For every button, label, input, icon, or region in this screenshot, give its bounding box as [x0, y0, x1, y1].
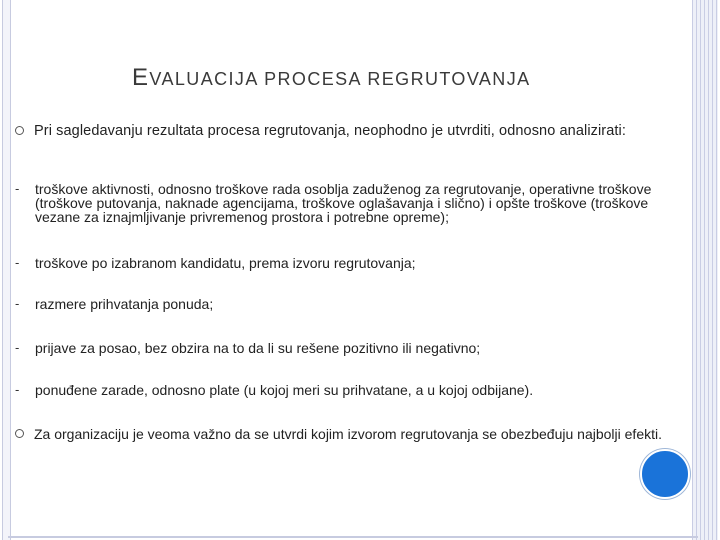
- bullet-item: [14, 124, 664, 138]
- blue-circle-decoration: [640, 449, 690, 499]
- dash-marker: -: [15, 181, 20, 196]
- circle-bullet-icon: [14, 427, 34, 441]
- dash-item-text: prijave za posao, bez obzira na to da li su rešene pozitivno ili negativno;: [35, 340, 481, 356]
- bullet-text: Pri sagledavanju rezultata procesa regrutovanja, neophodno je utvrditi, odnosno analizirati:: [34, 123, 626, 139]
- dash-item: [14, 383, 664, 397]
- circle-bullet-icon: [14, 124, 34, 138]
- title-initial: E: [132, 64, 150, 91]
- dash-marker: -: [15, 255, 20, 270]
- bottom-frame-border: [8, 536, 698, 538]
- dash-marker: -: [15, 296, 20, 311]
- dash-item: [14, 182, 664, 224]
- dash-item-text: troškove aktivnosti, odnosno troškove rada osoblja zaduženog za regrutovanje, operativne troškove (troškove putovanja, naknade agencijama, troškove oglašavanja i slično) i opšte troškove (troškove vezane za iznajmljivanje privremenog prostora i potrebne opreme);: [35, 181, 652, 225]
- title-rest: VALUACIJA PROCESA REGRUTOVANJA: [149, 69, 531, 89]
- dash-marker: -: [15, 340, 20, 355]
- dash-item: [14, 256, 664, 270]
- slide-title: [132, 56, 531, 93]
- bullet-item: [14, 427, 664, 441]
- dash-item-text: ponuđene zarade, odnosno plate (u kojoj meri su prihvatane, a u kojoj odbijane).: [35, 382, 534, 398]
- dash-item-text: razmere prihvatanja ponuda;: [35, 296, 214, 312]
- dash-item: [14, 341, 664, 355]
- right-frame-stripes: [692, 0, 718, 540]
- dash-item: [14, 297, 664, 311]
- dash-marker: -: [15, 382, 20, 397]
- left-frame-border: [2, 0, 11, 540]
- dash-item-text: troškove po izabranom kandidatu, prema izvoru regrutovanja;: [35, 255, 416, 271]
- bullet-text: Za organizaciju je veoma važno da se utvrdi kojim izvorom regrutovanja se obezbeđuju najbolji efekti.: [34, 426, 662, 442]
